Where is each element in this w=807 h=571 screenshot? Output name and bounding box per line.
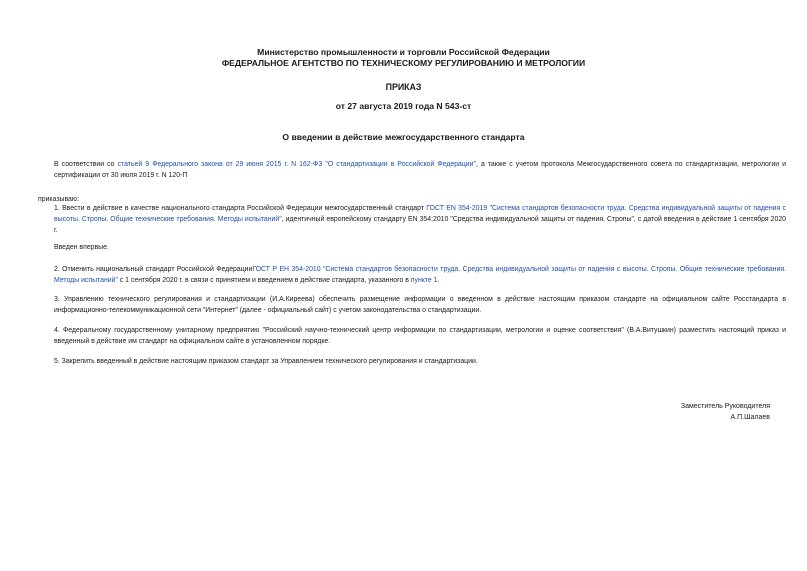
- item-2-text-2: с 1 сентября 2020 г. в связи с принятием и введением в действие стандарта, указанного в: [117, 276, 411, 284]
- preamble-text-1: В соответствии со: [54, 161, 118, 168]
- gost-en-354-2019-link[interactable]: ГОСТ EN 354-2019 "Система стандартов безопасности труда. Средства индивидуальной защиты от падения с высоты. Стропы. Общие технические требования. Методы испытаний": [54, 205, 786, 223]
- item-1-text-2: , идентичный европейскому стандарту EN 354:2010 "Средства индивидуальной защиты от падения. Стропы", с датой введения в действие 1 сентября 2020 г.: [54, 215, 786, 234]
- orders-word: приказываю:: [38, 196, 79, 203]
- document-subject: О введении в действие межгосударственного стандарта: [282, 132, 525, 142]
- document-date-number: от 27 августа 2019 года N 543-ст: [335, 101, 472, 111]
- preamble-text-2: , а также с учетом протокола Межгосударственного совета по стандартизации, метрологии и сертификации от 30 июля 2019 г. N 120-П: [54, 161, 786, 179]
- gost-r-en-354-2010-link[interactable]: ГОСТ Р ЕН 354-2010 "Система стандартов безопасности труда. Средства индивидуальной защиты от падения с высоты. Стропы. Общие технические требования. Методы испытаний": [54, 266, 786, 284]
- signatory-name: А.П.Шалаев: [730, 414, 770, 421]
- item-2-paragraph: [38, 265, 786, 287]
- item-4-paragraph: 4. Федеральному государственному унитарному предприятию "Российский научно-технический центр информации по стандартизации, метрологии и оценке соответствия" (В.А.Витушкин) разместить настоящий приказ и введенный в действие им стандарт на официальном сайте в установленном порядке.: [54, 327, 786, 345]
- item-5-paragraph: 5. Закрепить введенный в действие настоящим приказом стандарт за Управлением технического регулирования и стандартизации.: [54, 358, 478, 365]
- item-2-text-1: 2. Отменить национальный стандарт Российской Федерации: [54, 266, 253, 273]
- agency-title: ФЕДЕРАЛЬНОЕ АГЕНТСТВО ПО ТЕХНИЧЕСКОМУ РЕГУЛИРОВАНИЮ И МЕТРОЛОГИИ: [221, 58, 586, 68]
- item-1-text-1: 1. Ввести в действие в качестве национального стандарта Российской Федерации межгосударственный стандарт: [54, 205, 427, 212]
- ministry-title: Министерство промышленности и торговли Российской Федерации: [257, 47, 550, 57]
- item-2-text-3: .: [437, 276, 440, 284]
- federal-law-link[interactable]: статьей 9 Федерального закона от 29 июня 2015 г. N 162-ФЗ "О стандартизации в Российской Федерации": [117, 161, 476, 168]
- item-3-paragraph: 3. Управлению технического регулирования и стандартизации (И.А.Киреева) обеспечить размещение информации о введенном в действие настоящим приказом стандарте на официальном сайте Росстандарта в информационно-телекоммуникационной сети "Интернет" (далее - официальный сайт) с учетом законодательства о стандартизации.: [54, 296, 786, 314]
- item-1-paragraph: [38, 204, 786, 236]
- item-1-reference-link[interactable]: пункте 1: [410, 276, 438, 284]
- introduced-note: Введен впервые.: [54, 244, 109, 251]
- document-type: ПРИКАЗ: [385, 82, 422, 92]
- signatory-title: Заместитель Руководителя: [680, 403, 770, 410]
- preamble-paragraph: [38, 160, 786, 182]
